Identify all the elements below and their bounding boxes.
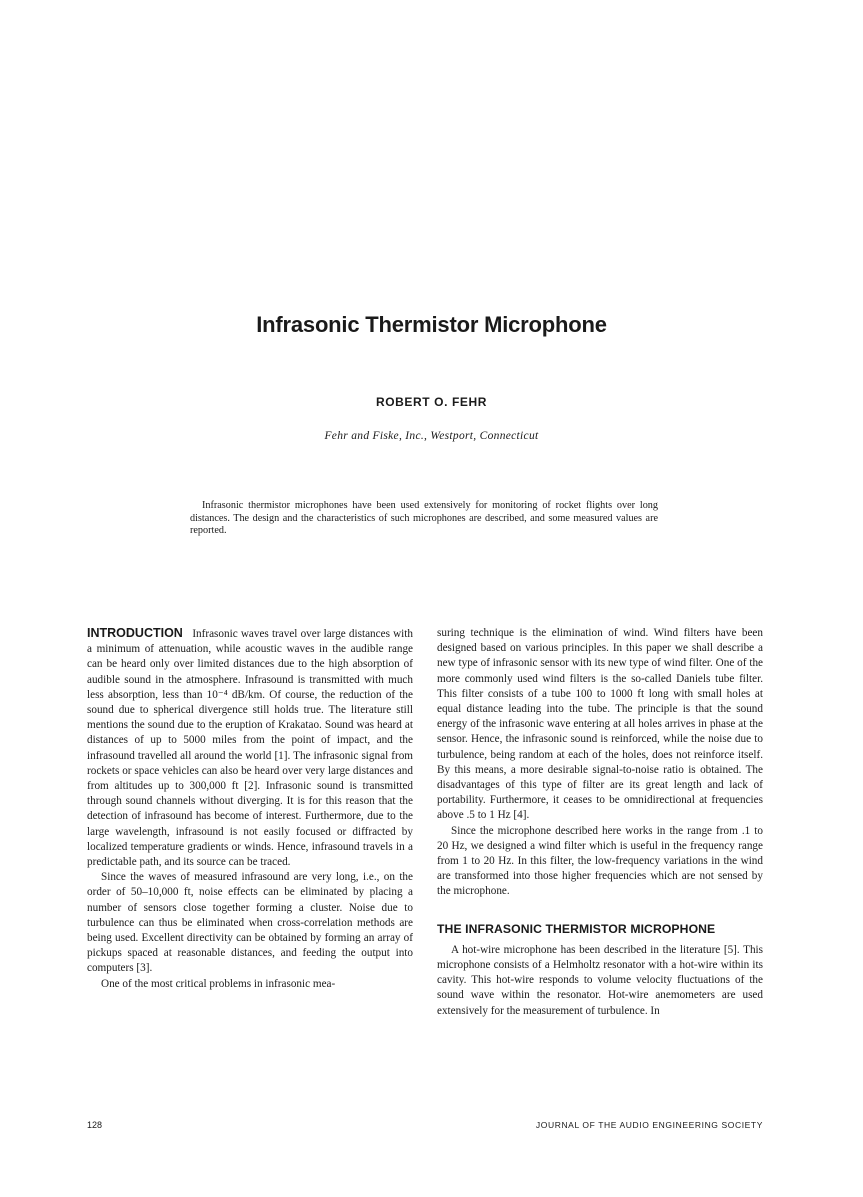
intro-paragraph-3-cont: suring technique is the elimination of wind. Wind filters have been designed based on various principles. In this paper we shall describe a new type of infrasonic sensor with its new type of wind filter. One of the more commonly used wind filters is the so-called Daniels tube filter. This filter consists of a tube 100 to 1000 ft long with small holes at equal distance leading into the tube. The principle is that the sound energy of the infrasonic wave entering at all holes arrives in phase at the sensor. Hence, the infrasonic sound is reinforced, while the noise due to turbulence, being random at each of the holes, does not reinforce itself. By this means, a more desirable signal-to-noise ratio is obtained. The disadvantages of this type of filter are its great length and lack of portability. Furthermore, it ceases to be omnidirectional at frequencies above .5 to 1 Hz [4]. — [437, 627, 763, 822]
author-affiliation: Fehr and Fiske, Inc., Westport, Connecticut — [324, 430, 539, 442]
author-name: ROBERT O. FEHR — [375, 395, 488, 409]
intro-paragraph-1-text: Infrasonic waves travel over large distances with a minimum of attenuation, while acoustic waves in the audible range can be heard only over limited distances due to the high absorption of audible sound in the atmosphere. Infrasound is transmitted with much less absorption, less than 10⁻⁴ dB/km. Of course, the reduction of the sound due to spherical divergence still holds true. The literature still mentions the sound due to the eruption of Krakatao. Sound was heard at distances of up to 5000 miles from the point of impact, and the infrasound travelled all around the world [1]. The infrasonic signal from rockets or space vehicles can also be heard over very large distances and from altitudes up to 300,000 ft [2]. Infrasonic sound is transmitted through sound channels without diverging. It is for this reason that the detection of infrasound has become of interest. Furthermore, due to the large wavelength, infrasound is not easily focused or diffracted by localized temperature gradients or winds. Hence, infrasound travels in a predictable path, and its source can be traced. — [87, 628, 413, 869]
intro-paragraph-2: Since the waves of measured infrasound are very long, i.e., on the order of 50–10,000 ft, noise effects can be eliminated by placing a number of sensors close together forming a cluster. Noise due to turbulence can thus be eliminated when cross-correlation methods are being used. Excellent directivity can be obtained by forming an array of pickups spaced at reasonable distances, and feeding the output into computers [3]. — [87, 871, 413, 975]
section-heading-introduction: INTRODUCTION — [87, 626, 183, 640]
section-heading-thermistor-microphone: THE INFRASONIC THERMISTOR MICROPHONE — [437, 921, 716, 936]
intro-paragraph-3-start: One of the most critical problems in infrasonic mea- — [101, 977, 336, 990]
intro-paragraph-4: Since the microphone described here works in the range from .1 to 20 Hz, we designed a wind filter which is useful in the frequency range from 1 to 20 Hz. In this filter, the low-frequency variations in the wind are transformed into those higher frequencies which are not sensed by the microphone. — [437, 824, 763, 898]
abstract: Infrasonic thermistor microphones have been used extensively for monitoring of rocket flights over long distances. The design and the characteristics of such microphones are described, and some measured values are reported. — [190, 500, 658, 536]
left-column — [87, 626, 413, 992]
page-number: 128 — [87, 1120, 103, 1130]
right-column — [437, 626, 763, 1019]
paper-title: Infrasonic Thermistor Microphone — [256, 312, 607, 337]
intro-paragraph-1 — [87, 626, 413, 870]
section2-paragraph-1: A hot-wire microphone has been described in the literature [5]. This microphone consists of a Helmholtz resonator with a hot-wire within its cavity. This hot-wire responds to volume velocity fluctuations of the sound wave within the resonator. Hot-wire anemometers are used extensively for the measurement of turbulence. In — [437, 943, 763, 1017]
journal-footer: JOURNAL OF THE AUDIO ENGINEERING SOCIETY — [535, 1120, 763, 1130]
